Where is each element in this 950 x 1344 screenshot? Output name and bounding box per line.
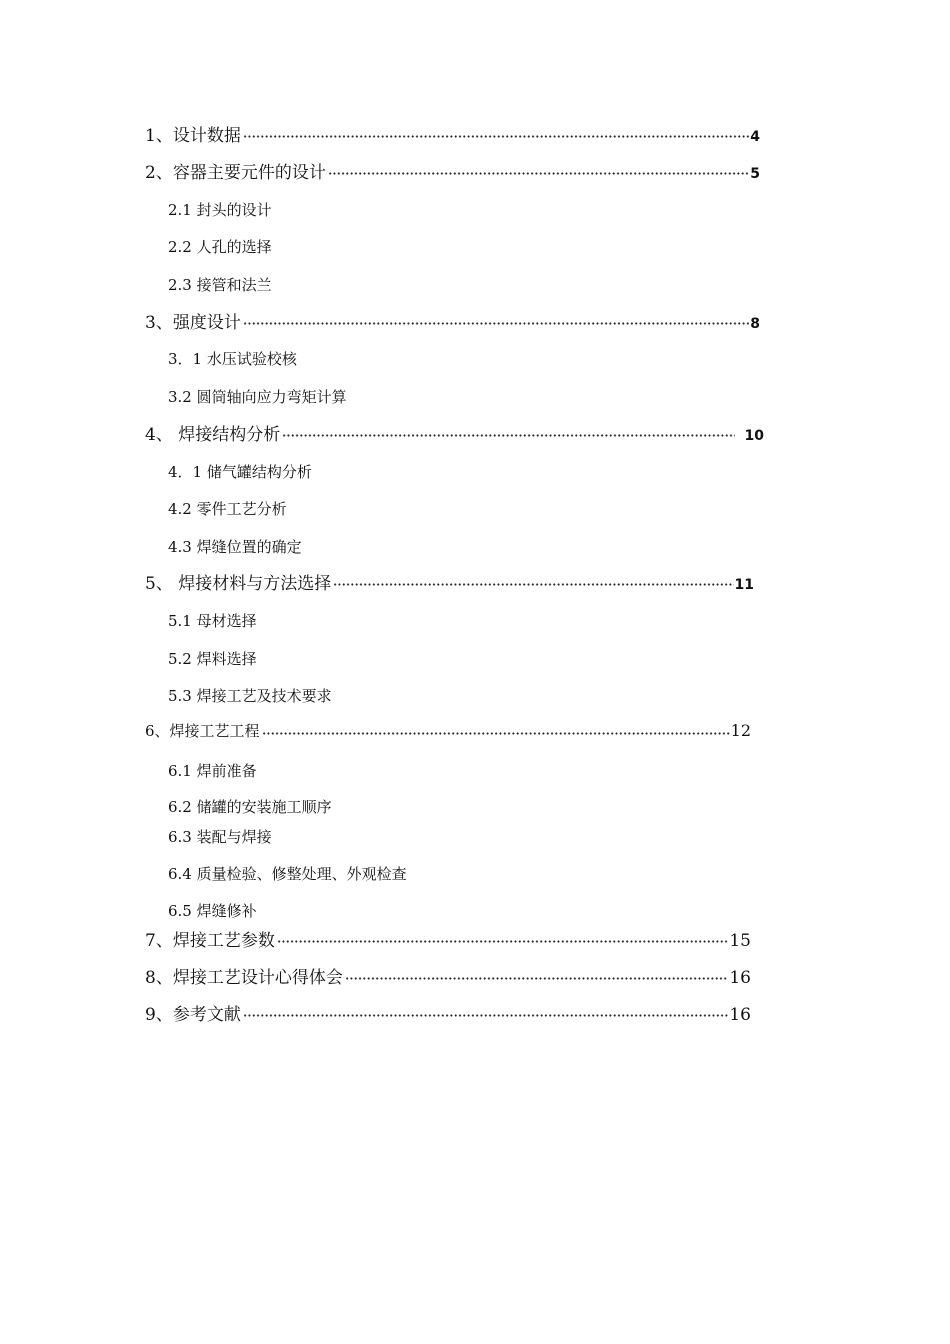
dot-leader <box>333 583 733 586</box>
toc-entry[interactable] <box>145 1000 751 1025</box>
toc-subentry[interactable] <box>168 236 272 257</box>
toc-entry-label: 1、设计数据 <box>145 126 241 146</box>
toc-entry-label: 8、焊接工艺设计心得体会 <box>145 968 343 988</box>
toc-entry[interactable] <box>145 158 760 183</box>
toc-entry[interactable] <box>145 420 764 445</box>
toc-page-number: 10 <box>744 428 764 444</box>
toc-entry[interactable] <box>145 121 760 146</box>
toc-page-number: 11 <box>734 577 754 593</box>
toc-entry-label: 5.2 焊料选择 <box>168 650 257 668</box>
toc-entry-label: 4．1 储气罐结构分析 <box>168 463 312 481</box>
toc-entry-label: 2.1 封头的设计 <box>168 201 272 219</box>
toc-entry-label: 2、容器主要元件的设计 <box>145 163 326 183</box>
toc-page-number: 16 <box>729 968 751 988</box>
toc-entry[interactable] <box>145 569 754 594</box>
toc-entry-label: 6.3 装配与焊接 <box>168 828 272 846</box>
toc-subentry[interactable] <box>168 826 272 847</box>
toc-entry[interactable] <box>145 720 751 741</box>
toc-subentry[interactable] <box>168 610 257 631</box>
toc-entry-label: 2.2 人孔的选择 <box>168 238 272 256</box>
toc-subentry[interactable] <box>168 536 302 557</box>
toc-entry-label: 5.3 焊接工艺及技术要求 <box>168 687 332 705</box>
toc-entry-label: 6.4 质量检验、修整处理、外观检查 <box>168 865 407 883</box>
dot-leader <box>345 977 729 980</box>
toc-subentry[interactable] <box>168 900 257 921</box>
toc-page-number: 5 <box>750 166 760 182</box>
toc-subentry[interactable] <box>168 199 272 220</box>
toc-entry-label: 3、强度设计 <box>145 313 241 333</box>
toc-entry-label: 4.2 零件工艺分析 <box>168 500 287 518</box>
dot-leader <box>277 940 729 943</box>
toc-entry-label: 4、 焊接结构分析 <box>145 425 281 445</box>
toc-entry-label: 3．1 水压试验校核 <box>168 350 297 368</box>
toc-page-number: 15 <box>729 931 751 951</box>
toc-subentry[interactable] <box>168 348 297 369</box>
toc-page-number: 12 <box>730 721 751 740</box>
dot-leader <box>282 434 734 437</box>
toc-page-number: 4 <box>750 129 760 145</box>
toc-subentry[interactable] <box>168 386 347 407</box>
toc-page-number: 8 <box>750 316 760 332</box>
toc-entry-label: 5、 焊接材料与方法选择 <box>145 574 332 594</box>
toc-entry-label: 7、焊接工艺参数 <box>145 931 275 951</box>
dot-leader <box>243 322 749 325</box>
toc-entry-label: 2.3 接管和法兰 <box>168 276 272 294</box>
toc-entry-label: 4.3 焊缝位置的确定 <box>168 538 302 556</box>
toc-subentry[interactable] <box>168 274 272 295</box>
toc-entry-label: 5.1 母材选择 <box>168 612 257 630</box>
toc-subentry[interactable] <box>168 863 407 884</box>
dot-leader <box>262 732 730 735</box>
toc-subentry[interactable] <box>168 461 312 482</box>
toc-subentry[interactable] <box>168 685 332 706</box>
dot-leader <box>243 135 749 138</box>
toc-entry-label: 6.5 焊缝修补 <box>168 902 257 920</box>
toc-entry[interactable] <box>145 963 751 988</box>
toc-subentry[interactable] <box>168 648 257 669</box>
toc-entry[interactable] <box>145 926 751 951</box>
toc-page-number: 16 <box>729 1005 751 1025</box>
toc-entry[interactable] <box>145 308 760 333</box>
toc-entry-label: 6.2 储罐的安装施工顺序 <box>168 798 332 816</box>
toc-subentry[interactable] <box>168 796 332 817</box>
toc-entry-label: 6、焊接工艺工程 <box>145 722 260 740</box>
toc-subentry[interactable] <box>168 760 257 781</box>
dot-leader <box>243 1014 729 1017</box>
toc-subentry[interactable] <box>168 498 287 519</box>
toc-entry-label: 6.1 焊前准备 <box>168 762 257 780</box>
dot-leader <box>328 172 749 175</box>
toc-entry-label: 3.2 圆筒轴向应力弯矩计算 <box>168 388 347 406</box>
toc-entry-label: 9、参考文献 <box>145 1005 241 1025</box>
